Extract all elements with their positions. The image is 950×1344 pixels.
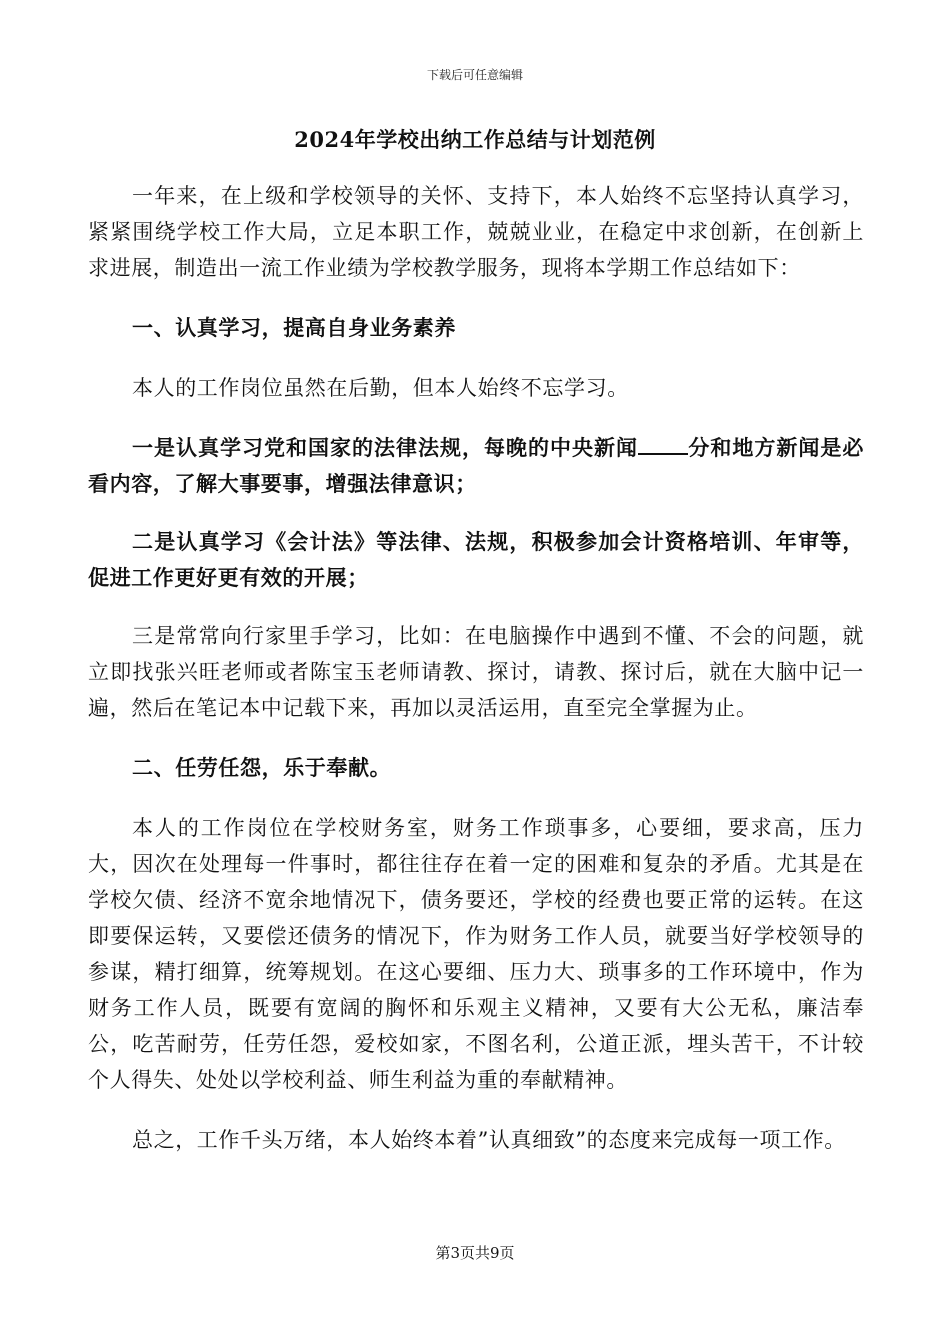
header-note: 下载后可任意编辑: [426, 68, 523, 82]
paragraph-law-study-part-a: 一是认真学习党和国家的法律法规，每晚的中央新闻: [132, 435, 638, 460]
document-body: [88, 178, 864, 1158]
section-heading-2: 二、任劳任怨，乐于奉献。: [132, 755, 392, 780]
paragraph-learn-from-experts: 三是常常向行家里手学习，比如：在电脑操作中遇到不懂、不会的问题，就立即找张兴旺老师或者陈宝玉老师请教、探讨，请教、探讨后，就在大脑中记一遍，然后在笔记本中记载下来，再加以灵活运用，直至完全掌握为止。: [88, 624, 864, 720]
paragraph-law-study-part-b: 分和地方新闻是必看内容，了解大事要事，增强法律意识；: [88, 435, 864, 496]
paragraph-finance-work: 本人的工作岗位在学校财务室，财务工作琐事多，心要细，要求高，压力大，因次在处理每一件事时，都往往存在着一定的困难和复杂的矛盾。尤其是在学校欠债、经济不宽余地情况下，债务要还，学校的经费也要正常的运转。在这即要保运转，又要偿还债务的情况下，作为财务工作人员，就要当好学校领导的参谋，精打细算，统筹规划。在这心要细、压力大、琐事多的工作环境中，作为财务工作人员，既要有宽阔的胸怀和乐观主义精神，又要有大公无私，廉洁奉公，吃苦耐劳，任劳任怨，爱校如家，不图名利，公道正派，埋头苦干，不计较个人得失、处处以学校利益、师生利益为重的奉献精神。: [88, 816, 864, 1092]
section-heading-1: 一、认真学习，提高自身业务素养: [132, 315, 456, 340]
blank-underline: [638, 435, 688, 455]
page-number: 第3页共9页: [435, 1244, 515, 1262]
paragraph-conclusion: 总之，工作千头万绪，本人始终本着”认真细致”的态度来完成每一项工作。: [132, 1128, 846, 1152]
paragraph-accounting-law: 二是认真学习《会计法》等法律、法规，积极参加会计资格培训、年审等，促进工作更好更有效的开展；: [88, 529, 864, 590]
intro-paragraph: 一年来，在上级和学校领导的关怀、支持下，本人始终不忘坚持认真学习，紧紧围绕学校工作大局，立足本职工作，兢兢业业，在稳定中求创新，在创新上求进展，制造出一流工作业绩为学校教学服务，现将本学期工作总结如下：: [88, 184, 864, 280]
paragraph-study-note: 本人的工作岗位虽然在后勤，但本人始终不忘学习。: [132, 376, 629, 400]
document-title: 2024年学校出纳工作总结与计划范例: [294, 127, 656, 152]
paragraph-law-study: [88, 430, 864, 502]
